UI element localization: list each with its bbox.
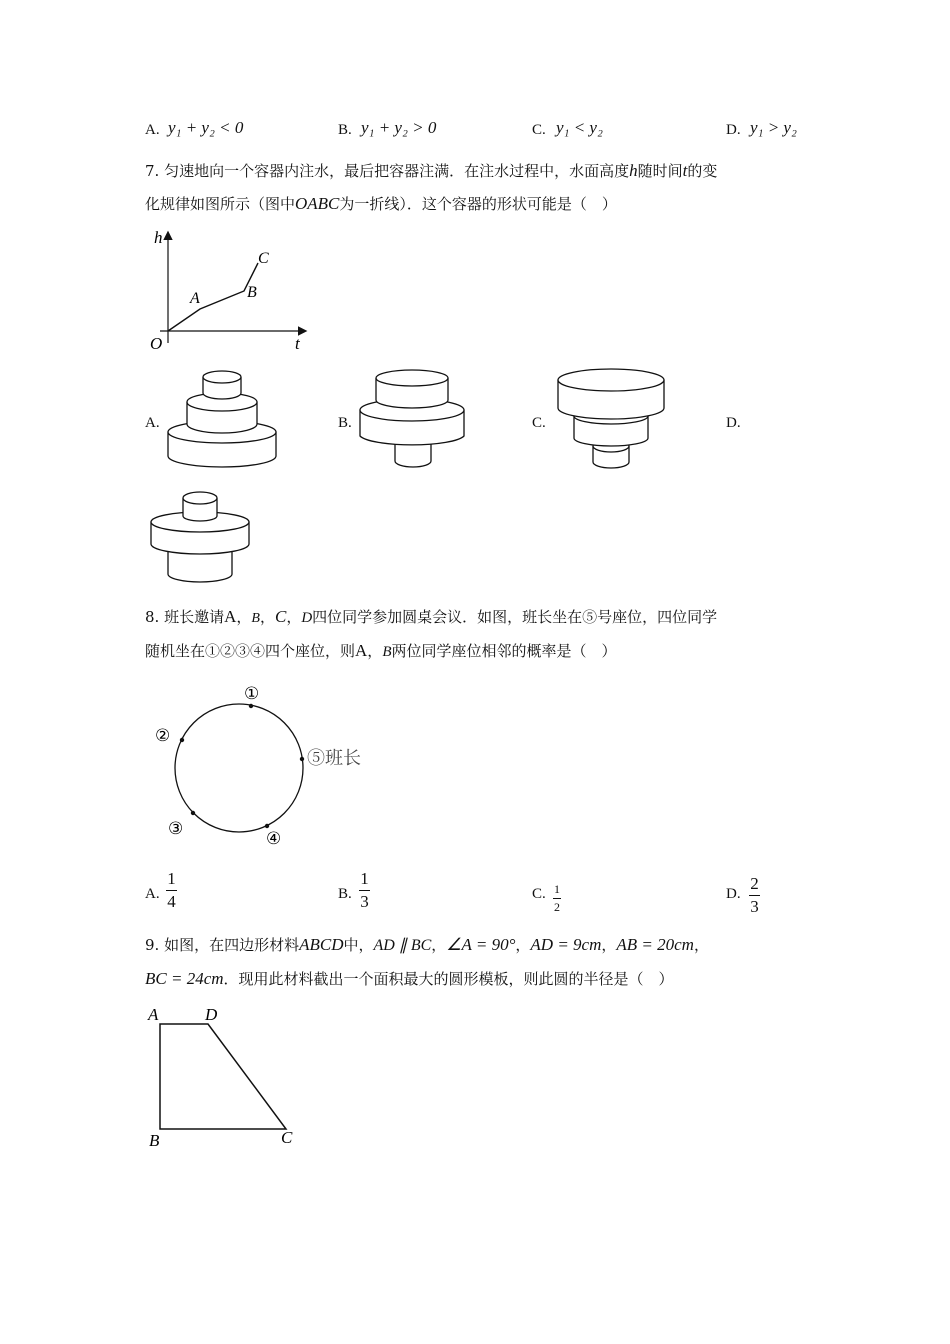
q8-text-c: 随机坐在①②③④四个座位，则 bbox=[145, 642, 356, 660]
q9-var-abcd: ABCD bbox=[299, 935, 344, 954]
q7-graph bbox=[140, 225, 320, 355]
q6-option-b-expr: y₁ + y₂ > 0 bbox=[361, 118, 437, 137]
q8-option-d-den: 3 bbox=[750, 896, 759, 916]
q7-option-d-label: D. bbox=[726, 415, 741, 431]
q7-point-b-label: B bbox=[247, 284, 257, 301]
q9-sep-1: ， bbox=[431, 936, 447, 954]
q8-seat-1-dot bbox=[249, 704, 253, 708]
q6-option-d-label: D. bbox=[726, 122, 741, 138]
q6-option-d-expr: y₁ > y₂ bbox=[750, 118, 797, 137]
q9-sep-4: ， bbox=[693, 936, 709, 954]
q8-option-a-num: 1 bbox=[167, 869, 176, 888]
q9-line-1 bbox=[145, 934, 709, 957]
q6-option-a-expr: y₁ + y₂ < 0 bbox=[168, 118, 244, 137]
q8-option-d-num: 2 bbox=[750, 874, 759, 893]
q8-option-b-num: 1 bbox=[360, 869, 369, 888]
q7-origin-label: O bbox=[150, 334, 163, 353]
q7-text-b: 随时间 bbox=[637, 162, 683, 180]
q8-option-a-fraction bbox=[166, 870, 177, 911]
q8-option-d-fraction bbox=[749, 875, 760, 916]
q8-option-a-den: 4 bbox=[167, 891, 176, 911]
q8-person-c: C bbox=[274, 607, 287, 626]
q7-text-c: 的变 bbox=[687, 162, 718, 180]
q9-vertex-d: D bbox=[205, 1005, 218, 1024]
q8-seat-5-dot bbox=[300, 757, 304, 761]
q7-text-e: 为一折线）．这个容器的形状可能是（ ） bbox=[339, 195, 617, 213]
q8-person-a: A bbox=[224, 607, 237, 626]
q8-person-a-2: A bbox=[355, 641, 368, 660]
q9-vertex-a: A bbox=[148, 1005, 159, 1024]
q8-option-d-label: D. bbox=[726, 886, 741, 902]
q9-text-c: ．现用此材料截出一个面积最大的圆形模板，则此圆的半径是（ ） bbox=[223, 970, 674, 988]
q8-text-b: 四位同学参加圆桌会议．如图，班长坐在⑤号座位，四位同学 bbox=[312, 608, 718, 626]
q9-sep-3: ， bbox=[601, 936, 617, 954]
q7-option-a-label: A. bbox=[145, 415, 160, 431]
q8-round-table-figure bbox=[150, 678, 390, 853]
q7-line-2 bbox=[145, 193, 617, 215]
q7-polyline-oabc bbox=[168, 263, 258, 331]
q7-y-label: h bbox=[154, 228, 163, 247]
q9-quadrilateral-abcd bbox=[160, 1024, 286, 1129]
q8-text-d: 两位同学座位相邻的概率是（ ） bbox=[391, 642, 617, 660]
q8-sep-3: ， bbox=[286, 608, 302, 626]
q8-seat-4-label: ④ bbox=[266, 829, 282, 848]
q8-line-1 bbox=[145, 606, 717, 629]
q7-container-c bbox=[553, 368, 668, 476]
q7-line-1 bbox=[145, 160, 717, 182]
q8-option-b-fraction bbox=[359, 870, 370, 911]
q8-person-d: D bbox=[301, 610, 313, 626]
q8-person-b: B bbox=[251, 611, 260, 626]
q8-sep-2: ， bbox=[259, 608, 275, 626]
q8-option-c-den: 2 bbox=[554, 899, 560, 914]
q8-seat-3-label: ③ bbox=[168, 819, 184, 838]
q9-cond-bc: BC = 24cm bbox=[145, 969, 224, 988]
q6-option-b-label: B. bbox=[338, 122, 352, 138]
q7-b-bottom-tier bbox=[395, 443, 431, 467]
q7-point-a-label: A bbox=[190, 290, 200, 307]
q8-sep-1: ， bbox=[236, 608, 252, 626]
q8-person-b-2: B bbox=[382, 644, 392, 660]
q8-text-a: 8. 班长邀请 bbox=[145, 608, 225, 626]
q8-option-b-den: 3 bbox=[360, 891, 369, 911]
q8-line-2 bbox=[145, 640, 617, 663]
q6-option-c-expr: y₁ < y₂ bbox=[556, 118, 603, 137]
q8-seat-4-dot bbox=[265, 824, 269, 828]
q7-option-b-label: B. bbox=[338, 415, 352, 431]
q8-sep-4: ， bbox=[367, 642, 383, 660]
q8-seat-1-label: ① bbox=[244, 684, 260, 703]
q7-container-d bbox=[145, 488, 255, 588]
q9-line-2 bbox=[145, 968, 674, 990]
q7-point-c-label: C bbox=[258, 250, 269, 267]
q7-var-t: t bbox=[682, 161, 688, 180]
q8-seat-2-dot bbox=[180, 738, 184, 742]
q9-quadrilateral-figure bbox=[140, 1000, 315, 1155]
q9-cond-ad: AD = 9cm bbox=[530, 935, 602, 954]
q7-var-oabc: OABC bbox=[295, 194, 340, 213]
q7-container-a bbox=[160, 368, 285, 476]
q8-seat-5-label: ⑤班长 bbox=[307, 748, 361, 768]
q7-var-h: h bbox=[629, 161, 638, 180]
q8-seat-2-label: ② bbox=[155, 726, 171, 745]
q9-text-b: 中， bbox=[343, 936, 374, 954]
q9-text-a: 9. 如图，在四边形材料 bbox=[145, 936, 300, 954]
q9-cond-ab: AB = 20cm bbox=[616, 935, 694, 954]
q8-option-c-num: 1 bbox=[554, 882, 560, 896]
q7-option-c-label: C. bbox=[532, 415, 546, 431]
q9-vertex-b: B bbox=[149, 1131, 160, 1150]
q8-option-c-label: C. bbox=[532, 886, 546, 902]
q7-x-label: t bbox=[295, 334, 300, 353]
q7-text-a: 7. 匀速地向一个容器内注水，最后把容器注满．在注水过程中，水面高度 bbox=[145, 162, 630, 180]
q7-container-b bbox=[355, 368, 470, 473]
q8-seat-3-dot bbox=[191, 811, 195, 815]
q9-sep-2: ， bbox=[515, 936, 531, 954]
q6-option-a-label: A. bbox=[145, 122, 160, 138]
q6-option-c-label: C. bbox=[532, 122, 546, 138]
q9-cond-angle: ∠A = 90° bbox=[446, 935, 516, 954]
q8-option-a-label: A. bbox=[145, 886, 160, 902]
q9-cond-parallel: AD ∥ BC bbox=[373, 937, 432, 954]
q8-option-c-fraction bbox=[553, 883, 561, 913]
q7-text-d: 化规律如图所示（图中 bbox=[145, 195, 296, 213]
q9-vertex-c: C bbox=[281, 1128, 293, 1147]
q8-option-b-label: B. bbox=[338, 886, 352, 902]
